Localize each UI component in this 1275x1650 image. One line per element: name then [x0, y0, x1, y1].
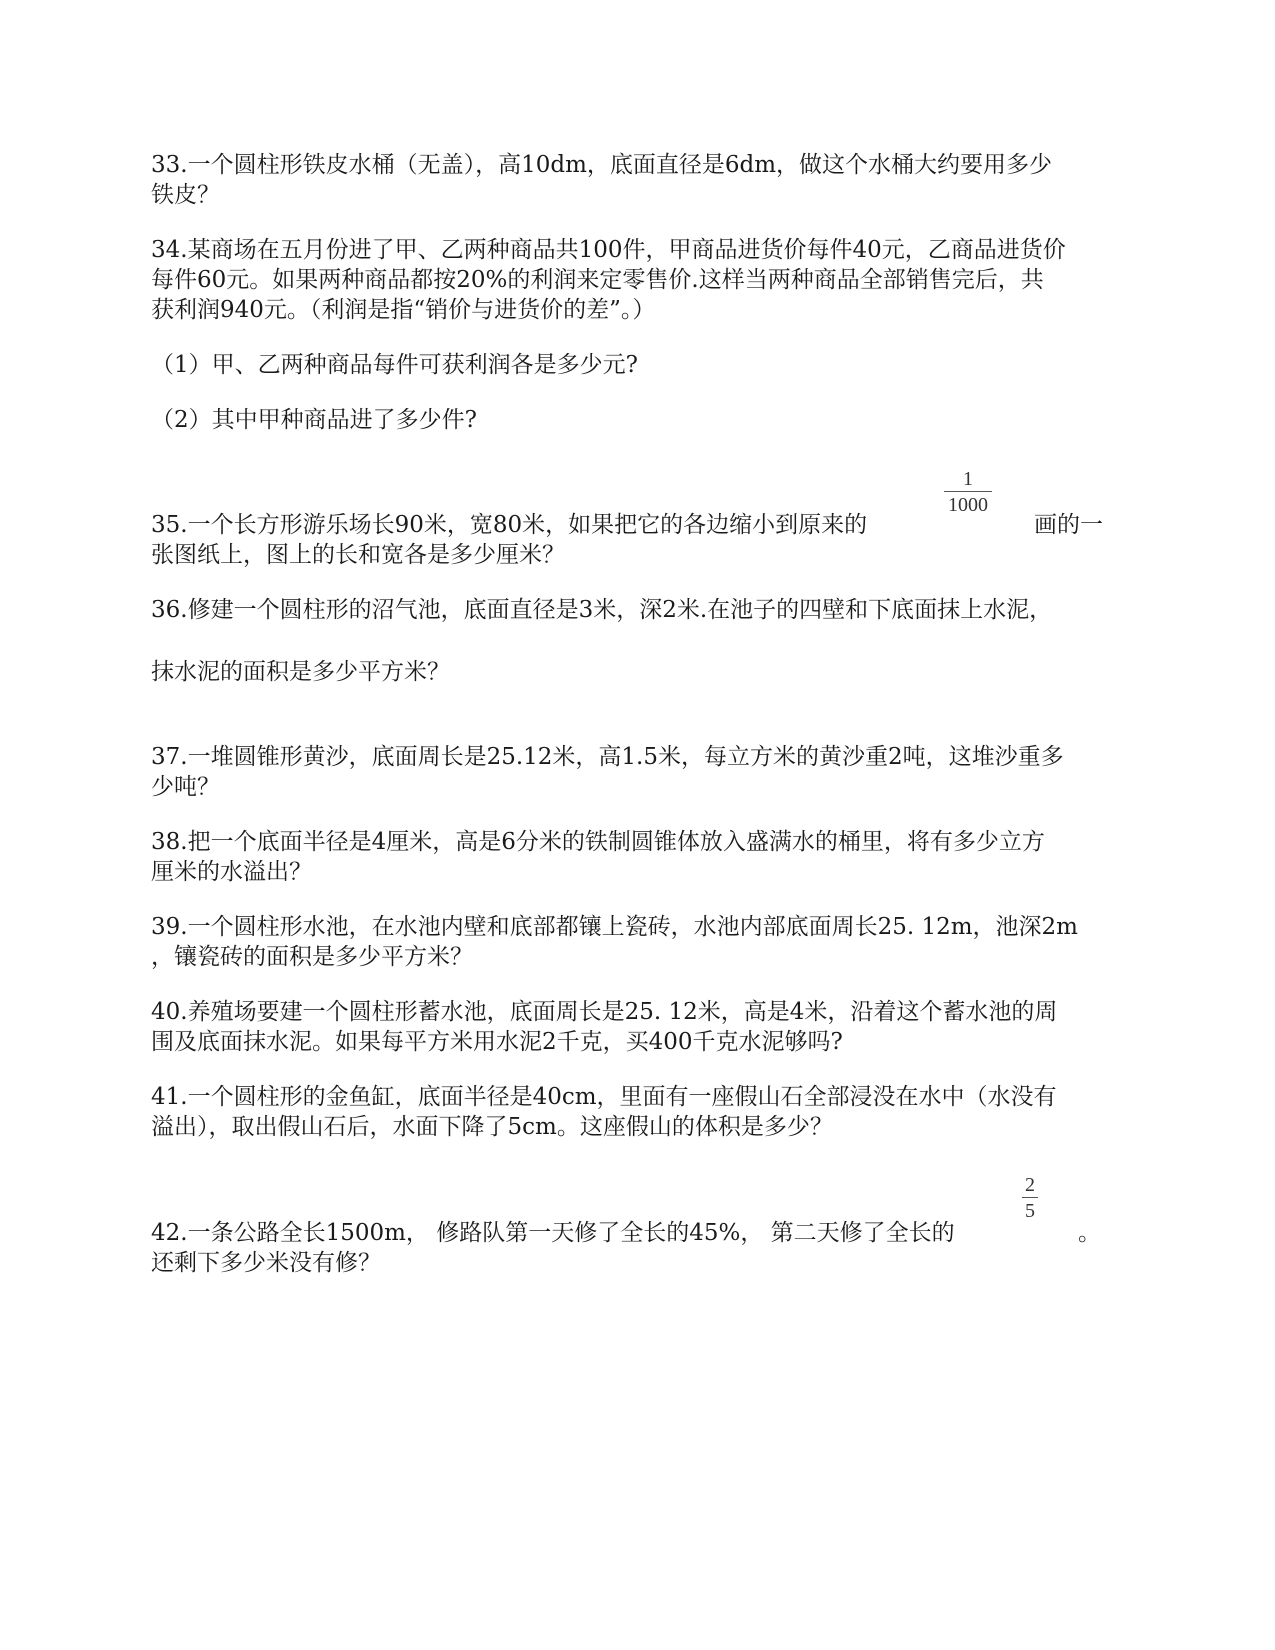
- problem-34-sub-question-2: （2）其中甲种商品进了多少件?: [151, 407, 477, 433]
- problem-34-sub-question-1: （1）甲、乙两种商品每件可获利润各是多少元?: [151, 352, 638, 378]
- problem-35-line-1-continued: 画的一: [1034, 512, 1103, 538]
- problem-34-line-2: 每件60元。如果两种商品都按20%的利润来定零售价.这样当两种商品全部销售完后，共: [151, 267, 1044, 293]
- fraction-numerator: 2: [1025, 1174, 1035, 1196]
- problem-35-line-2: 张图纸上，图上的长和宽各是多少厘米？: [151, 542, 565, 568]
- fraction-two-fifths: [1022, 1174, 1038, 1222]
- fraction-denominator: 5: [1025, 1200, 1035, 1222]
- fraction-denominator: 1000: [948, 494, 988, 516]
- problem-41-line-2: 溢出），取出假山石后，水面下降了5cm。这座假山的体积是多少？: [151, 1114, 833, 1140]
- problem-34-line-1: 34.某商场在五月份进了甲、乙两种商品共100件，甲商品进货价每件40元，乙商品进货价: [151, 237, 1066, 263]
- fraction-one-thousandth: [944, 468, 992, 516]
- problem-33-line-2: 铁皮？: [151, 182, 220, 208]
- problem-37-line-2: 少吨？: [151, 774, 220, 800]
- problem-42-line-1: 42.一条公路全长1500m， 修路队第一天修了全长的45%， 第二天修了全长的: [151, 1220, 955, 1246]
- fraction-bar: [1022, 1197, 1038, 1198]
- problem-42-line-1-continued: 。: [1078, 1220, 1101, 1246]
- problem-36-line-1: 36.修建一个圆柱形的沼气池，底面直径是3米，深2米.在池子的四壁和下底面抹上水泥，: [151, 597, 1053, 623]
- problem-40-line-1: 40.养殖场要建一个圆柱形蓄水池，底面周长是25. 12米，高是4米，沿着这个蓄水池的周: [151, 999, 1058, 1025]
- problem-33-line-1: 33.一个圆柱形铁皮水桶（无盖），高10dm，底面直径是6dm，做这个水桶大约要用多少: [151, 152, 1053, 178]
- fraction-bar: [944, 491, 992, 492]
- problem-38-line-1: 38.把一个底面半径是4厘米，高是6分米的铁制圆锥体放入盛满水的桶里，将有多少立方: [151, 829, 1045, 855]
- problem-34-line-3: 获利润940元。（利润是指“销价与进货价的差”。）: [151, 297, 656, 323]
- problem-40-line-2: 围及底面抹水泥。如果每平方米用水泥2千克，买400千克水泥够吗?: [151, 1029, 843, 1055]
- problem-39-line-2: ，镶瓷砖的面积是多少平方米？: [151, 944, 473, 970]
- problem-41-line-1: 41.一个圆柱形的金鱼缸，底面半径是40cm，里面有一座假山石全部浸没在水中（水没有: [151, 1084, 1057, 1110]
- fraction-numerator: 1: [963, 468, 973, 490]
- problem-35-line-1: 35.一个长方形游乐场长90米，宽80米，如果把它的各边缩小到原来的: [151, 512, 868, 538]
- problem-38-line-2: 厘米的水溢出？: [151, 859, 312, 885]
- problem-36-line-2: 抹水泥的面积是多少平方米？: [151, 659, 450, 685]
- problem-39-line-1: 39.一个圆柱形水池，在水池内壁和底部都镶上瓷砖，水池内部底面周长25. 12m，池深2m: [151, 914, 1078, 940]
- problem-37-line-1: 37.一堆圆锥形黄沙，底面周长是25.12米，高1.5米，每立方米的黄沙重2吨，这堆沙重多: [151, 744, 1064, 770]
- problem-42-line-2: 还剩下多少米没有修？: [151, 1250, 381, 1276]
